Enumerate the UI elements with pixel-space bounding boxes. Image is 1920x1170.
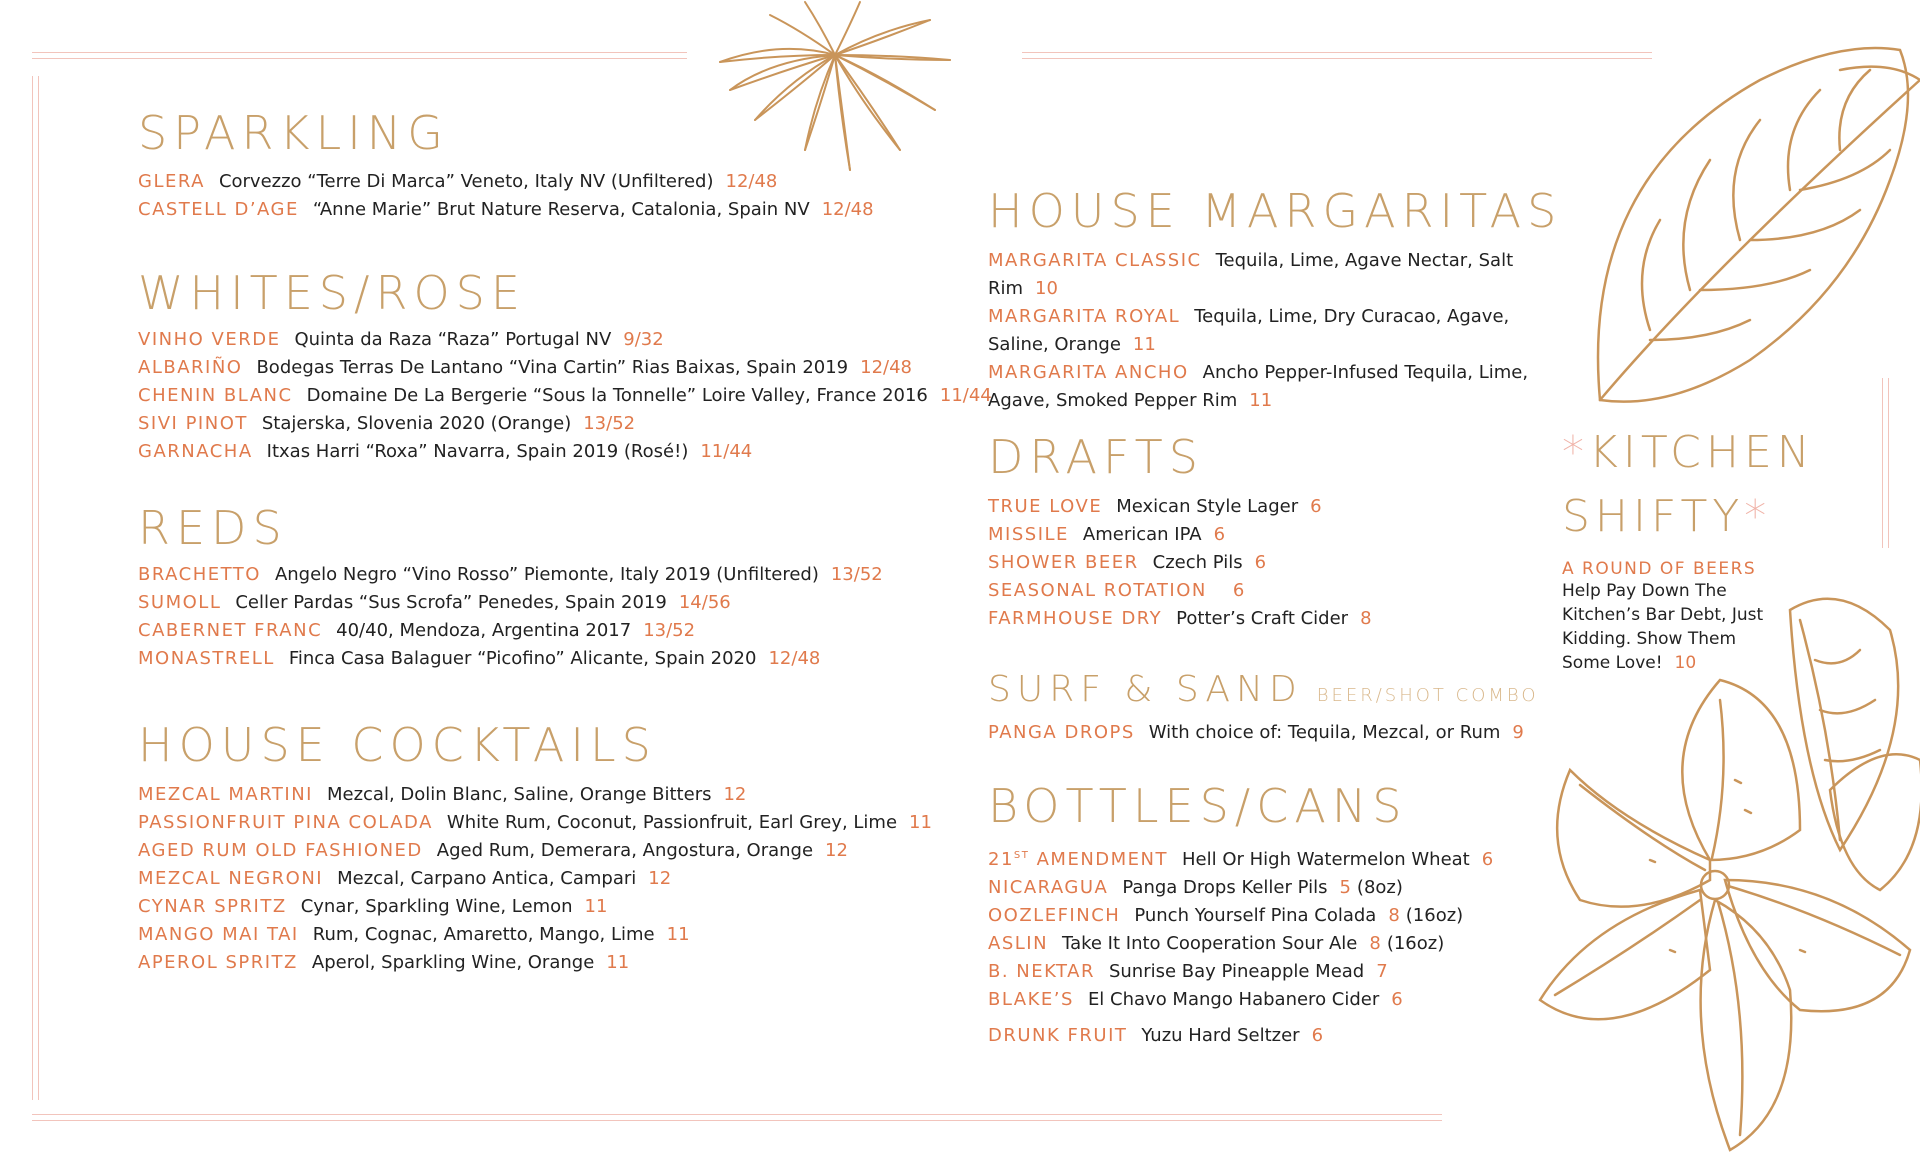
menu-item xyxy=(988,303,1558,359)
item-desc: Panga Drops Keller Pils xyxy=(1122,877,1328,898)
item-desc: Celler Pardas “Sus Scrofa” Penedes, Spain 2019 xyxy=(235,592,667,613)
item-desc: American IPA xyxy=(1082,524,1202,545)
item-name-text: AMENDMENT xyxy=(1036,849,1169,870)
item-desc: Finca Casa Balaguer “Picofino” Alicante, Spain 2020 xyxy=(288,648,757,669)
item-desc: Cynar, Sparkling Wine, Lemon xyxy=(300,896,573,917)
kitchen-title-line1: *KITCHEN xyxy=(1562,427,1815,478)
kitchen-shifty-box xyxy=(1562,421,1815,675)
star-icon: * xyxy=(1744,491,1772,542)
menu-item xyxy=(138,837,932,865)
item-desc: Ancho Pepper-Infused Tequila, Lime, Agave, Smoked Pepper Rim xyxy=(988,362,1529,411)
item-desc: Stajerska, Slovenia 2020 (Orange) xyxy=(261,413,572,434)
item-name: MARGARITA ANCHO xyxy=(988,362,1189,383)
item-price: 11/44 xyxy=(700,441,753,462)
item-desc: 40/40, Mendoza, Argentina 2017 xyxy=(336,620,632,641)
item-name: SUMOLL xyxy=(138,592,222,613)
item-name: ALBARIÑO xyxy=(138,357,243,378)
item-desc: Quinta da Raza “Raza” Portugal NV xyxy=(294,329,612,350)
item-name: NICARAGUA xyxy=(988,877,1109,898)
section-drafts xyxy=(988,493,1372,633)
item-note: (8oz) xyxy=(1356,877,1403,898)
menu-item xyxy=(138,893,932,921)
item-desc: Itxas Harri “Roxa” Navarra, Spain 2019 (Rosé!) xyxy=(266,441,689,462)
item-name: CABERNET FRANC xyxy=(138,620,323,641)
kitchen-description: Help Pay Down The Kitchen’s Bar Debt, Just Kidding. Show Them Some Love! 10 xyxy=(1562,581,1764,673)
menu-item xyxy=(138,326,992,354)
item-desc: Angelo Negro “Vino Rosso” Piemonte, Italy 2019 (Unfiltered) xyxy=(274,564,819,585)
item-price: 8 xyxy=(1369,933,1381,954)
item-price: 13/52 xyxy=(643,620,696,641)
menu-item xyxy=(138,921,932,949)
menu-item xyxy=(138,865,932,893)
menu-item xyxy=(138,410,992,438)
item-note: (16oz) xyxy=(1405,905,1464,926)
item-price: 6 xyxy=(1481,849,1494,870)
item-price: 7 xyxy=(1376,961,1388,982)
item-desc: Sunrise Bay Pineapple Mead xyxy=(1108,961,1365,982)
item-desc: Tequila, Lime, Dry Curacao, Agave, Saline, Orange xyxy=(988,306,1510,355)
item-desc: Mezcal, Carpano Antica, Campari xyxy=(337,868,637,889)
item-desc: Yuzu Hard Seltzer xyxy=(1141,1025,1300,1046)
item-price: 13/52 xyxy=(830,564,883,585)
item-name: B. NEKTAR xyxy=(988,961,1095,982)
top-rule-right xyxy=(1022,52,1652,59)
menu-item xyxy=(988,958,1493,986)
top-rule-left xyxy=(32,52,687,59)
item-name: DRUNK FRUIT xyxy=(988,1025,1128,1046)
item-desc: Hell Or High Watermelon Wheat xyxy=(1182,849,1470,870)
menu-item xyxy=(988,605,1372,633)
item-price: 6 xyxy=(1391,989,1403,1010)
item-name: CASTELL D’AGE xyxy=(138,199,299,220)
menu-item xyxy=(988,549,1372,577)
item-name: GARNACHA xyxy=(138,441,253,462)
item-price: 11 xyxy=(909,812,932,833)
item-name: OOZLEFINCH xyxy=(988,905,1121,926)
item-name: VINHO VERDE xyxy=(138,329,281,350)
section-title-sparkling: SPARKLING xyxy=(138,106,449,160)
section-cocktails xyxy=(138,781,932,977)
item-desc: Punch Yourself Pina Colada xyxy=(1134,905,1377,926)
item-name: SEASONAL ROTATION xyxy=(988,580,1207,601)
menu-item xyxy=(988,874,1493,902)
section-title-drafts: DRAFTS xyxy=(988,430,1204,484)
item-price: 11 xyxy=(606,952,630,973)
item-desc: “Anne Marie” Brut Nature Reserva, Catalonia, Spain NV xyxy=(312,199,810,220)
item-price: 10 xyxy=(1035,278,1058,299)
menu-item xyxy=(138,561,883,589)
menu-item xyxy=(988,521,1372,549)
item-desc: Rum, Cognac, Amaretto, Mango, Lime xyxy=(312,924,655,945)
menu-item xyxy=(988,986,1493,1014)
item-price: 8 xyxy=(1360,608,1372,629)
item-price: 11 xyxy=(666,924,690,945)
menu-item xyxy=(138,589,883,617)
menu-item xyxy=(988,902,1493,930)
bottom-rule xyxy=(32,1114,1442,1121)
section-whites xyxy=(138,326,992,466)
item-price: 6 xyxy=(1213,524,1226,545)
kitchen-subtitle: A ROUND OF BEERS xyxy=(1562,559,1757,579)
item-desc: Aperol, Sparkling Wine, Orange xyxy=(311,952,595,973)
section-surf xyxy=(988,719,1524,747)
item-desc: Potter’s Craft Cider xyxy=(1176,608,1349,629)
menu-item xyxy=(138,354,992,382)
item-price: 6 xyxy=(1232,580,1245,601)
section-title-surf xyxy=(988,669,1539,710)
item-desc: Czech Pils xyxy=(1152,552,1243,573)
item-price: 14/56 xyxy=(678,592,731,613)
item-price: 12/48 xyxy=(860,357,912,378)
item-desc: El Chavo Mango Habanero Cider xyxy=(1087,989,1380,1010)
plumeria-flower-icon xyxy=(1500,590,1920,1170)
item-name: SIVI PINOT xyxy=(138,413,248,434)
item-name: MARGARITA CLASSIC xyxy=(988,250,1202,271)
item-name: AGED RUM OLD FASHIONED xyxy=(138,840,423,861)
section-title-reds: REDS xyxy=(138,501,288,555)
item-desc: Mezcal, Dolin Blanc, Saline, Orange Bitters xyxy=(326,784,712,805)
item-price: 11/44 xyxy=(939,385,992,406)
menu-item xyxy=(988,930,1493,958)
menu-item xyxy=(138,781,932,809)
item-name: TRUE LOVE xyxy=(988,496,1103,517)
section-sparkling xyxy=(138,168,874,224)
item-price: 11 xyxy=(1132,334,1156,355)
section-title-margaritas: HOUSE MARGARITAS xyxy=(988,184,1563,238)
item-desc: Take It Into Cooperation Sour Ale xyxy=(1062,933,1358,954)
item-price: 11 xyxy=(584,896,608,917)
item-name: CHENIN BLANC xyxy=(138,385,293,406)
item-name: GLERA xyxy=(138,171,205,192)
section-margaritas xyxy=(988,247,1558,415)
menu-item xyxy=(138,949,932,977)
menu-item xyxy=(138,168,874,196)
item-price: 12 xyxy=(723,784,747,805)
menu-item xyxy=(138,382,992,410)
menu-item xyxy=(138,645,883,673)
item-name xyxy=(988,849,1168,870)
item-price: 12 xyxy=(648,868,672,889)
item-name: APEROL SPRITZ xyxy=(138,952,298,973)
section-reds xyxy=(138,561,883,673)
item-name: SHOWER BEER xyxy=(988,552,1139,573)
item-name: MEZCAL MARTINI xyxy=(138,784,313,805)
item-price: 9/32 xyxy=(623,329,664,350)
item-desc: Aged Rum, Demerara, Angostura, Orange xyxy=(436,840,814,861)
item-price: 9 xyxy=(1512,722,1524,743)
item-price: 6 xyxy=(1311,1025,1324,1046)
item-desc: With choice of: Tequila, Mezcal, or Rum xyxy=(1148,722,1501,743)
item-name-number: 21 xyxy=(988,849,1014,870)
item-price: 8 xyxy=(1388,905,1400,926)
item-name: MANGO MAI TAI xyxy=(138,924,299,945)
item-name-suffix: ST xyxy=(1013,850,1030,861)
menu-item xyxy=(138,438,992,466)
item-name: PANGA DROPS xyxy=(988,722,1135,743)
item-price: 12/48 xyxy=(768,648,821,669)
surf-subtitle: BEER/SHOT COMBO xyxy=(1316,685,1539,706)
menu-item xyxy=(988,247,1558,303)
item-price: 12/48 xyxy=(821,199,874,220)
item-note: (16oz) xyxy=(1386,933,1445,954)
item-name: PASSIONFRUIT PINA COLADA xyxy=(138,812,433,833)
star-icon: * xyxy=(1562,427,1589,478)
item-price: 10 xyxy=(1674,653,1697,673)
item-name: MISSILE xyxy=(988,524,1069,545)
item-price: 12/48 xyxy=(725,171,778,192)
menu-item xyxy=(138,617,883,645)
item-name: MEZCAL NEGRONI xyxy=(138,868,324,889)
item-desc: Domaine De La Bergerie “Sous la Tonnelle” Loire Valley, France 2016 xyxy=(306,385,928,406)
item-desc: Bodegas Terras De Lantano “Vina Cartin” Rias Baixas, Spain 2019 xyxy=(256,357,849,378)
menu-item xyxy=(138,809,932,837)
menu-item xyxy=(988,577,1372,605)
item-name: BRACHETTO xyxy=(138,564,261,585)
menu-item xyxy=(988,1022,1493,1050)
item-price: 5 xyxy=(1339,877,1351,898)
item-name: MONASTRELL xyxy=(138,648,275,669)
item-price: 6 xyxy=(1254,552,1267,573)
item-name: MARGARITA ROYAL xyxy=(988,306,1181,327)
item-desc: Tequila, Lime, Agave Nectar, Salt Rim xyxy=(988,250,1514,299)
item-name: BLAKE’S xyxy=(988,989,1074,1010)
kitchen-title-line2: SHIFTY* xyxy=(1562,491,1772,542)
menu-item xyxy=(988,719,1524,747)
item-desc: White Rum, Coconut, Passionfruit, Earl Grey, Lime xyxy=(446,812,898,833)
section-title-cocktails: HOUSE COCKTAILS xyxy=(138,718,657,772)
menu-item xyxy=(988,359,1558,415)
item-name: FARMHOUSE DRY xyxy=(988,608,1163,629)
item-desc: Mexican Style Lager xyxy=(1116,496,1299,517)
item-desc: Corvezzo “Terre Di Marca” Veneto, Italy NV (Unfiltered) xyxy=(218,171,714,192)
item-price: 11 xyxy=(1249,390,1273,411)
menu-item xyxy=(988,842,1493,874)
item-name: ASLIN xyxy=(988,933,1049,954)
item-name: CYNAR SPRITZ xyxy=(138,896,287,917)
monstera-leaf-icon xyxy=(1590,40,1920,410)
surf-title: SURF & SAND xyxy=(988,669,1303,710)
menu-item xyxy=(988,493,1372,521)
item-price: 13/52 xyxy=(583,413,636,434)
section-bottles xyxy=(988,842,1493,1050)
item-price: 12 xyxy=(825,840,848,861)
menu-item xyxy=(138,196,874,224)
section-title-bottles: BOTTLES/CANS xyxy=(988,779,1408,833)
section-title-whites: WHITES/ROSE xyxy=(138,266,526,320)
left-rule xyxy=(32,76,39,1100)
item-price: 6 xyxy=(1310,496,1322,517)
